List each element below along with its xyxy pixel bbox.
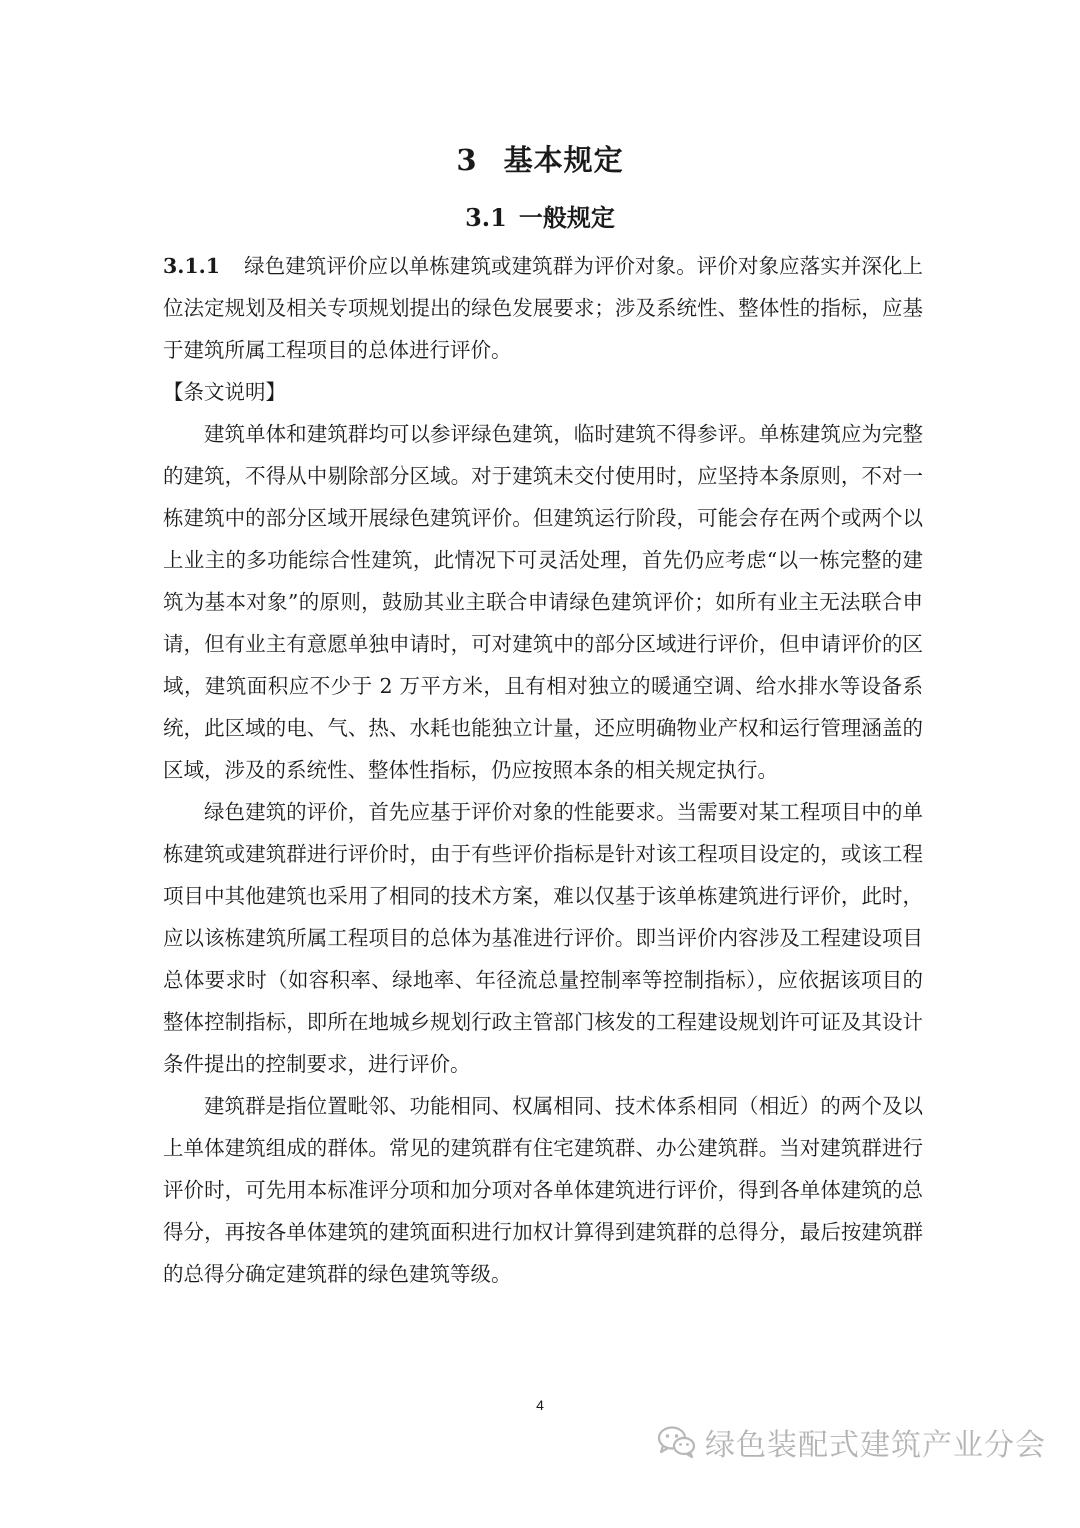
chapter-number: 3 xyxy=(456,143,478,177)
explanation-heading: 【条文说明】 xyxy=(163,380,286,404)
clause-number: 3.1.1 xyxy=(163,254,221,278)
section-title xyxy=(0,198,1080,233)
paragraph-1: 建筑单体和建筑群均可以参评绿色建筑，临时建筑不得参评。单栋建筑应为完整的建筑，不得从中剔除部分区域。对于建筑未交付使用时，应坚持本条原则，不对一栋建筑中的部分区域开展绿色建筑评价。但建筑运行阶段，可能会存在两个或两个以上业主的多功能综合性建筑，此情况下可灵活处理，首先仍应考虑“以一栋完整的建筑为基本对象”的原则，鼓励其业主联合申请绿色建筑评价；如所有业主无法联合申请，但有业主有意愿单独申请时，可对建筑中的部分区域进行评价，但申请评价的区域，建筑面积应不少于 2 万平方米，且有相对独立的暖通空调、给水排水等设备系统，此区域的电、气、热、水耗也能独立计量，还应明确物业产权和运行管理涵盖的区域，涉及的系统性、整体性指标，仍应按照本条的相关规定执行。 xyxy=(163,422,923,782)
chapter-title-text: 基本规定 xyxy=(503,143,624,177)
clause-text: 绿色建筑评价应以单栋建筑或建筑群为评价对象。评价对象应落实并深化上位法定规划及相关专项规划提出的绿色发展要求；涉及系统性、整体性的指标，应基于建筑所属工程项目的总体进行评价。 xyxy=(163,254,923,362)
section-number: 3.1 xyxy=(465,203,507,232)
wechat-icon xyxy=(657,1425,697,1459)
page-number: 4 xyxy=(536,1397,544,1413)
section-title-text: 一般规定 xyxy=(518,203,615,232)
watermark xyxy=(657,1420,1046,1464)
paragraph-2: 绿色建筑的评价，首先应基于评价对象的性能要求。当需要对某工程项目中的单栋建筑或建筑群进行评价时，由于有些评价指标是针对该工程项目设定的，或该工程项目中其他建筑也采用了相同的技术方案，难以仅基于该单栋建筑进行评价，此时，应以该栋建筑所属工程项目的总体为基准进行评价。即当评价内容涉及工程建设项目总体要求时（如容积率、绿地率、年径流总量控制率等控制指标），应依据该项目的整体控制指标，即所在地城乡规划行政主管部门核发的工程建设规划许可证及其设计条件提出的控制要求，进行评价。 xyxy=(163,800,923,1076)
clause xyxy=(163,245,923,371)
chapter-title xyxy=(0,138,1080,179)
watermark-text: 绿色装配式建筑产业分会 xyxy=(705,1428,1046,1463)
paragraph-3: 建筑群是指位置毗邻、功能相同、权属相同、技术体系相同（相近）的两个及以上单体建筑组成的群体。常见的建筑群有住宅建筑群、办公建筑群。当对建筑群进行评价时，可先用本标准评分项和加分项对各单体建筑进行评价，得到各单体建筑的总得分，再按各单体建筑的建筑面积进行加权计算得到建筑群的总得分，最后按建筑群的总得分确定建筑群的绿色建筑等级。 xyxy=(163,1094,923,1286)
body-text xyxy=(163,245,923,1295)
